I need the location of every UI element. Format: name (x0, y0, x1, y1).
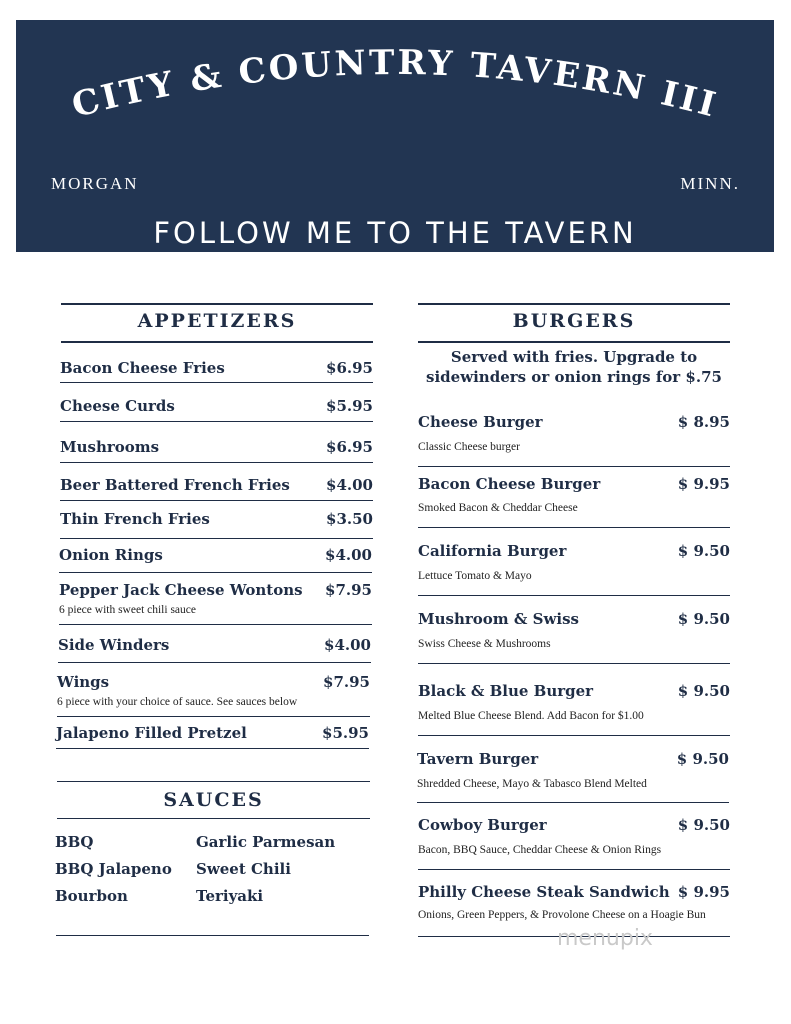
burgers-heading: BURGERS (512, 310, 636, 332)
appetizer-name: Jalapeno Filled Pretzel (56, 724, 247, 742)
appetizers-heading: APPETIZERS (137, 310, 297, 332)
burger-price: $ 9.50 (676, 750, 729, 768)
divider (56, 935, 369, 936)
burger-price: $ 9.50 (677, 816, 730, 834)
location-left: MORGAN (51, 174, 139, 193)
burger-price: $ 9.95 (677, 475, 730, 493)
divider (57, 818, 370, 819)
divider (418, 466, 730, 467)
burger-desc: Bacon, BBQ Sauce, Cheddar Cheese & Onion Rings (418, 844, 662, 856)
appetizer-price: $4.00 (324, 636, 371, 654)
appetizer-name: Cheese Curds (60, 397, 175, 415)
appetizer-price: $7.95 (325, 581, 372, 599)
divider (418, 527, 730, 528)
divider (57, 716, 370, 717)
tagline: FOLLOW ME TO THE TAVERN (153, 216, 637, 250)
burger-desc: Swiss Cheese & Mushrooms (418, 638, 551, 650)
appetizer-name: Wings (57, 673, 110, 691)
divider (59, 572, 372, 573)
appetizer-name: Beer Battered French Fries (60, 476, 290, 494)
burger-desc: Shredded Cheese, Mayo & Tabasco Blend Melted (417, 778, 647, 790)
appetizer-name: Pepper Jack Cheese Wontons (59, 581, 303, 599)
appetizer-price: $5.95 (326, 397, 373, 415)
burger-price: $ 9.50 (677, 610, 730, 628)
burger-name: Cheese Burger (418, 413, 543, 431)
appetizer-desc: 6 piece with your choice of sauce. See sauces below (57, 696, 298, 708)
appetizer-price: $6.95 (326, 359, 373, 377)
sauce-item: Sweet Chili (196, 860, 291, 878)
divider (59, 624, 372, 625)
burger-price: $ 9.95 (677, 883, 730, 901)
divider (61, 341, 373, 343)
appetizer-name: Side Winders (58, 636, 170, 654)
burger-name: Bacon Cheese Burger (418, 475, 601, 493)
appetizer-price: $4.00 (325, 546, 372, 564)
divider (56, 748, 369, 749)
location-right: MINN. (680, 174, 740, 193)
divider (60, 462, 373, 463)
appetizer-price: $5.95 (322, 724, 369, 742)
divider (417, 802, 729, 803)
appetizer-price: $4.00 (326, 476, 373, 494)
sauce-item: BBQ Jalapeno (55, 860, 172, 878)
burger-price: $ 8.95 (677, 413, 730, 431)
burger-price: $ 9.50 (677, 682, 730, 700)
divider (418, 595, 730, 596)
divider (60, 421, 373, 422)
divider (60, 382, 373, 383)
sauce-item: BBQ (55, 833, 94, 851)
burger-desc: Classic Cheese burger (418, 441, 520, 453)
divider (60, 538, 373, 539)
divider (418, 869, 730, 870)
sauce-item: Teriyaki (196, 887, 264, 905)
appetizer-desc: 6 piece with sweet chili sauce (59, 604, 196, 616)
sauce-item: Garlic Parmesan (196, 833, 336, 851)
appetizer-name: Mushrooms (60, 438, 160, 456)
burger-desc: Onions, Green Peppers, & Provolone Cheese on a Hoagie Bun (418, 909, 706, 921)
menupix-watermark: menupix (557, 926, 653, 951)
appetizer-price: $6.95 (326, 438, 373, 456)
divider (57, 781, 370, 782)
divider (418, 341, 730, 343)
burger-name: Black & Blue Burger (418, 682, 594, 700)
burger-desc: Smoked Bacon & Cheddar Cheese (418, 502, 578, 514)
burger-name: Tavern Burger (417, 750, 539, 768)
header-banner (16, 20, 774, 252)
appetizer-name: Onion Rings (59, 546, 163, 564)
divider (418, 735, 730, 736)
divider (418, 663, 730, 664)
appetizer-name: Bacon Cheese Fries (60, 359, 225, 377)
tavern-title-arc (16, 20, 774, 160)
burger-desc: Melted Blue Cheese Blend. Add Bacon for $1.00 (418, 710, 644, 722)
appetizer-price: $3.50 (326, 510, 373, 528)
burger-name: California Burger (418, 542, 567, 560)
appetizer-price: $7.95 (323, 673, 370, 691)
burger-name: Mushroom & Swiss (418, 610, 579, 628)
burgers-note-line2: sidewinders or onion rings for $.75 (426, 368, 722, 386)
burger-desc: Lettuce Tomato & Mayo (418, 570, 532, 582)
burger-price: $ 9.50 (677, 542, 730, 560)
appetizer-name: Thin French Fries (60, 510, 210, 528)
divider (58, 662, 371, 663)
divider (61, 303, 373, 305)
sauces-heading: SAUCES (163, 789, 264, 811)
divider (418, 303, 730, 305)
sauce-item: Bourbon (55, 887, 128, 905)
burgers-note-line1: Served with fries. Upgrade to (450, 348, 698, 366)
burger-name: Philly Cheese Steak Sandwich (418, 883, 670, 901)
tavern-title: CITY & COUNTRY TAVERN III (67, 42, 723, 127)
burger-name: Cowboy Burger (418, 816, 547, 834)
divider (60, 500, 373, 501)
